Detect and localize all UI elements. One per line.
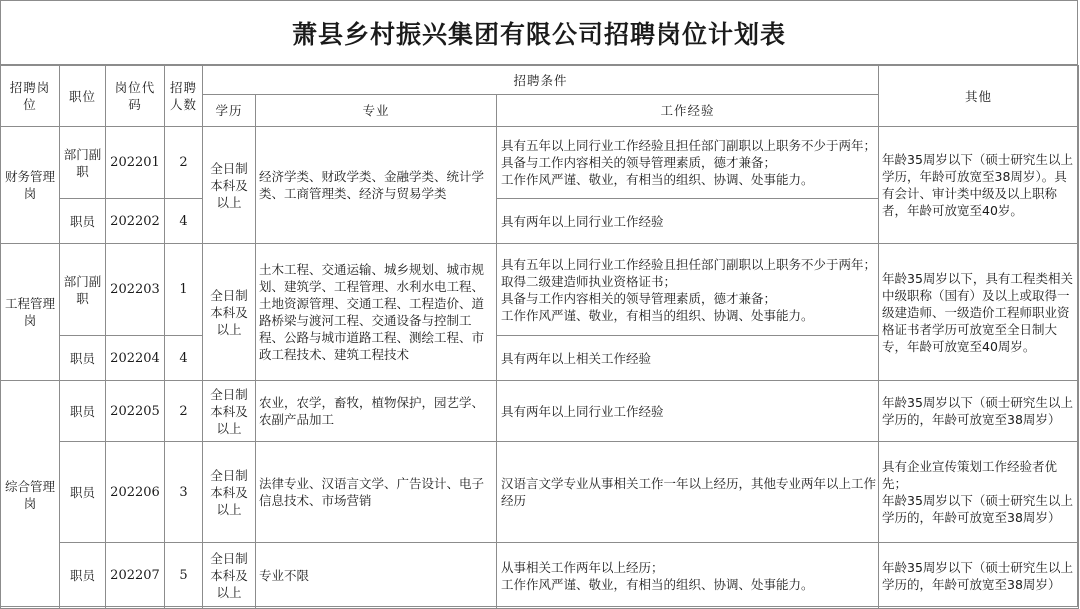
header-other: 其他 <box>879 66 1079 127</box>
table-row <box>1 127 1079 199</box>
other-cell: 具有企业宣传策划工作经验者优先； 年龄35周岁以下（硕士研究生以上学历的，年龄可放宽至38周岁） <box>879 442 1079 543</box>
title-cell: 职员 <box>60 336 106 381</box>
count-cell: 2 <box>165 127 203 199</box>
code-cell: 202207 <box>106 543 165 609</box>
title-cell: 职员 <box>60 199 106 244</box>
count-cell: 4 <box>165 199 203 244</box>
header-title: 职位 <box>60 66 106 127</box>
education-cell: 全日制本科及以上 <box>203 442 256 543</box>
major-cell: 土木工程、交通运输、城乡规划、城市规划、建筑学、工程管理、水利水电工程、土地资源管理、交通工程、工程造价、道路桥梁与渡河工程、交通设备与控制工程、公路与城市道路工程、测绘工程、市政工程技术、建筑工程技术 <box>256 244 497 381</box>
header-code: 岗位代码 <box>106 66 165 127</box>
post-cell: 工程管理岗 <box>1 244 60 381</box>
code-cell: 202203 <box>106 244 165 336</box>
experience-cell: 具有五年以上同行业工作经验且担任部门副职以上职务不少于两年； 具备与工作内容相关的领导管理素质，德才兼备； 工作作风严谨、敬业，有相当的组织、协调、处事能力。 <box>497 127 879 199</box>
other-cell: 年龄35周岁以下（硕士研究生以上学历，年龄可放宽至38周岁）。具有会计、审计类中级及以上职称者，年龄可放宽至40岁。 <box>879 127 1079 244</box>
count-cell: 4 <box>165 336 203 381</box>
major-cell: 经济学类、财政学类、金融学类、统计学类、工商管理类、经济与贸易学类 <box>256 127 497 244</box>
table-row <box>1 543 1079 609</box>
experience-cell: 从事相关工作两年以上经历； 工作作风严谨、敬业，有相当的组织、协调、处事能力。 <box>497 543 879 609</box>
education-cell: 全日制本科及以上 <box>203 543 256 609</box>
experience-cell: 具有两年以上同行业工作经验 <box>497 199 879 244</box>
major-cell: 法律专业、汉语言文学、广告设计、电子信息技术、市场营销 <box>256 442 497 543</box>
experience-cell: 具有两年以上相关工作经验 <box>497 336 879 381</box>
other-cell: 年龄35周岁以下（硕士研究生以上学历的，年龄可放宽至38周岁） <box>879 543 1079 609</box>
header-count: 招聘人数 <box>165 66 203 127</box>
code-cell: 202204 <box>106 336 165 381</box>
experience-cell: 具有两年以上同行业工作经验 <box>497 381 879 442</box>
table-row <box>1 244 1079 336</box>
header-row-1 <box>1 66 1079 95</box>
major-cell: 专业不限 <box>256 543 497 609</box>
title-cell: 部门副职 <box>60 244 106 336</box>
code-cell: 202202 <box>106 199 165 244</box>
education-cell: 全日制本科及以上 <box>203 127 256 244</box>
major-cell: 农业，农学，畜牧，植物保护，园艺学、农副产品加工 <box>256 381 497 442</box>
count-cell: 2 <box>165 381 203 442</box>
title-cell: 部门副职 <box>60 127 106 199</box>
experience-cell: 具有五年以上同行业工作经验且担任部门副职以上职务不少于两年； 取得二级建造师执业资格证书； 具备与工作内容相关的领导管理素质，德才兼备； 工作作风严谨、敬业，有相当的组织、协调、处事能力。 <box>497 244 879 336</box>
code-cell: 202206 <box>106 442 165 543</box>
page-title: 萧县乡村振兴集团有限公司招聘岗位计划表 <box>1 1 1077 65</box>
post-cell: 财务管理岗 <box>1 127 60 244</box>
table-row <box>1 442 1079 543</box>
header-post: 招聘岗位 <box>1 66 60 127</box>
title-cell: 职员 <box>60 381 106 442</box>
code-cell: 202201 <box>106 127 165 199</box>
count-cell: 5 <box>165 543 203 609</box>
other-cell: 年龄35周岁以下，具有工程类相关中级职称（国有）及以上或取得一级建造师、一级造价工程师职业资格证书者学历可放宽至全日制大专，年龄可放宽至40周岁。 <box>879 244 1079 381</box>
header-conditions: 招聘条件 <box>203 66 879 95</box>
title-cell: 职员 <box>60 442 106 543</box>
experience-cell: 汉语言文学专业从事相关工作一年以上经历，其他专业两年以上工作经历 <box>497 442 879 543</box>
title-cell: 职员 <box>60 543 106 609</box>
recruitment-table <box>0 65 1079 609</box>
code-cell: 202205 <box>106 381 165 442</box>
count-cell: 3 <box>165 442 203 543</box>
count-cell: 1 <box>165 244 203 336</box>
post-cell: 综合管理岗 <box>1 381 60 609</box>
header-major: 专业 <box>256 95 497 127</box>
education-cell: 全日制本科及以上 <box>203 381 256 442</box>
table-row <box>1 381 1079 442</box>
other-cell: 年龄35周岁以下（硕士研究生以上学历的，年龄可放宽至38周岁） <box>879 381 1079 442</box>
header-experience: 工作经验 <box>497 95 879 127</box>
header-education: 学历 <box>203 95 256 127</box>
education-cell: 全日制本科及以上 <box>203 244 256 381</box>
